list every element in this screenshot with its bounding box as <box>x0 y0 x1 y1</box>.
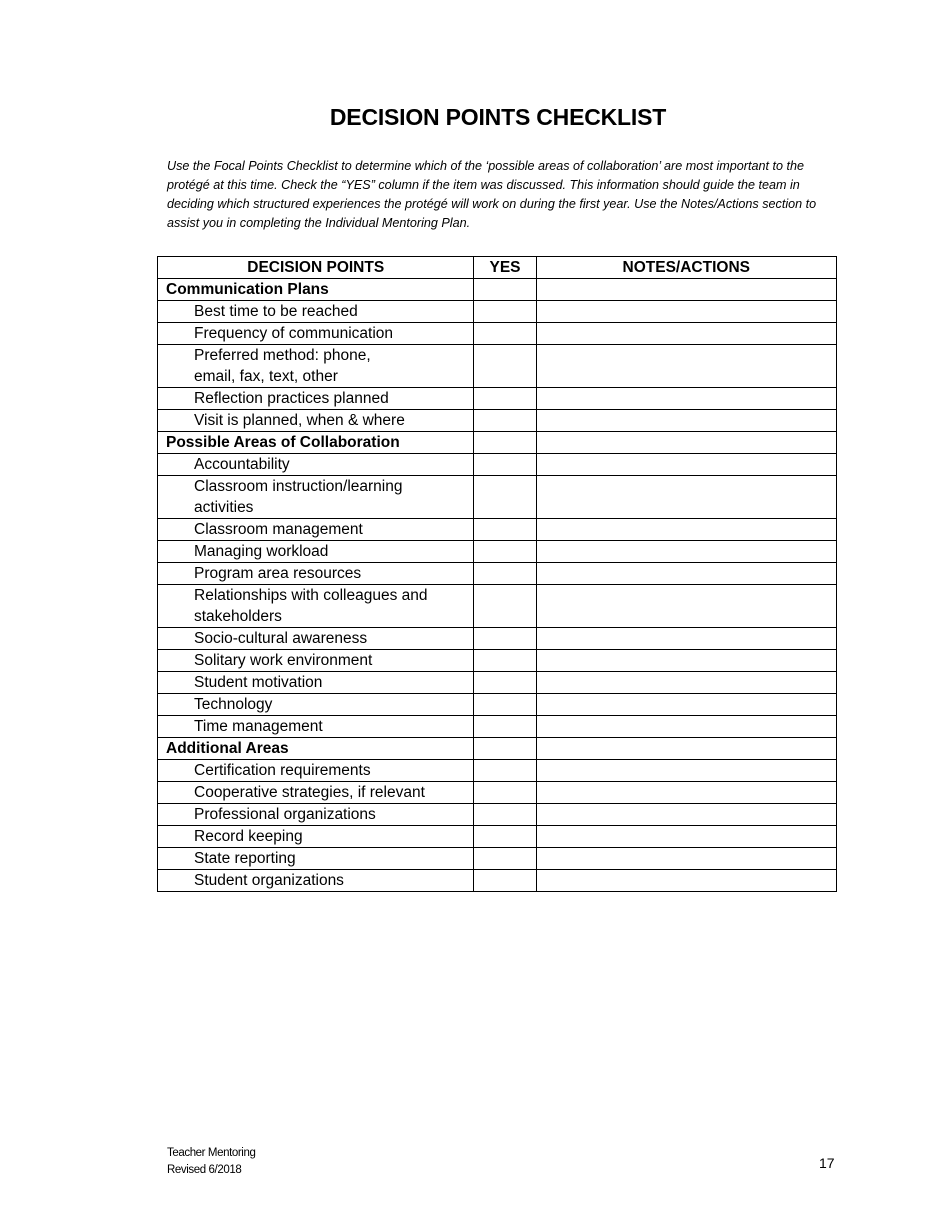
notes-cell[interactable] <box>536 519 836 541</box>
yes-cell[interactable] <box>474 519 536 541</box>
table-row <box>158 323 837 345</box>
header-decision-points: DECISION POINTS <box>158 257 474 279</box>
yes-cell[interactable] <box>474 738 536 760</box>
decision-point-label: Classroom instruction/learning activities <box>158 476 474 519</box>
decision-point-label: State reporting <box>158 848 474 870</box>
table-header-row <box>158 257 837 279</box>
decision-point-label: Student motivation <box>158 672 474 694</box>
section-label: Communication Plans <box>158 279 474 301</box>
notes-cell[interactable] <box>536 323 836 345</box>
notes-cell[interactable] <box>536 279 836 301</box>
yes-cell[interactable] <box>474 804 536 826</box>
yes-cell[interactable] <box>474 345 536 388</box>
decision-point-label: Preferred method: phone, email, fax, text, other <box>158 345 474 388</box>
notes-cell[interactable] <box>536 628 836 650</box>
decision-point-label: Professional organizations <box>158 804 474 826</box>
table-row <box>158 345 837 388</box>
yes-cell[interactable] <box>474 541 536 563</box>
notes-cell[interactable] <box>536 848 836 870</box>
notes-cell[interactable] <box>536 388 836 410</box>
decision-point-label: Program area resources <box>158 563 474 585</box>
decision-point-label: Managing workload <box>158 541 474 563</box>
section-label: Possible Areas of Collaboration <box>158 432 474 454</box>
table-row <box>158 826 837 848</box>
table-row <box>158 760 837 782</box>
table-row <box>158 804 837 826</box>
notes-cell[interactable] <box>536 782 836 804</box>
yes-cell[interactable] <box>474 870 536 892</box>
notes-cell[interactable] <box>536 826 836 848</box>
yes-cell[interactable] <box>474 760 536 782</box>
footer-revision: Revised 6/2018 <box>167 1164 242 1176</box>
yes-cell[interactable] <box>474 410 536 432</box>
notes-cell[interactable] <box>536 650 836 672</box>
yes-cell[interactable] <box>474 782 536 804</box>
yes-cell[interactable] <box>474 826 536 848</box>
decision-point-label: Frequency of communication <box>158 323 474 345</box>
notes-cell[interactable] <box>536 476 836 519</box>
yes-cell[interactable] <box>474 672 536 694</box>
decision-point-label: Solitary work environment <box>158 650 474 672</box>
yes-cell[interactable] <box>474 279 536 301</box>
table-row <box>158 519 837 541</box>
footer-title: Teacher Mentoring <box>167 1147 256 1159</box>
yes-cell[interactable] <box>474 585 536 628</box>
yes-cell[interactable] <box>474 694 536 716</box>
table-row <box>158 585 837 628</box>
decision-point-label: Cooperative strategies, if relevant <box>158 782 474 804</box>
table-row <box>158 716 837 738</box>
header-notes-actions: NOTES/ACTIONS <box>536 257 836 279</box>
decision-point-label: Record keeping <box>158 826 474 848</box>
notes-cell[interactable] <box>536 454 836 476</box>
header-yes: YES <box>474 257 536 279</box>
table-row <box>158 650 837 672</box>
decision-point-label: Socio-cultural awareness <box>158 628 474 650</box>
notes-cell[interactable] <box>536 563 836 585</box>
notes-cell[interactable] <box>536 672 836 694</box>
yes-cell[interactable] <box>474 388 536 410</box>
yes-cell[interactable] <box>474 454 536 476</box>
notes-cell[interactable] <box>536 585 836 628</box>
table-row <box>158 301 837 323</box>
intro-paragraph: Use the Focal Points Checklist to determine which of the ‘possible areas of collaboration’ are most important to the protégé at this time. Check the “YES” column if the item was discussed. This information should guide the team in deciding which structured experiences the protégé will work on during the first year. Use the Notes/Actions section to assist you in completing the Individual Mentoring Plan. <box>167 159 817 230</box>
notes-cell[interactable] <box>536 870 836 892</box>
table-row <box>158 541 837 563</box>
table-row <box>158 848 837 870</box>
table-row <box>158 563 837 585</box>
notes-cell[interactable] <box>536 432 836 454</box>
decision-point-label: Reflection practices planned <box>158 388 474 410</box>
notes-cell[interactable] <box>536 760 836 782</box>
notes-cell[interactable] <box>536 694 836 716</box>
table-row <box>158 628 837 650</box>
notes-cell[interactable] <box>536 410 836 432</box>
decision-point-label: Accountability <box>158 454 474 476</box>
table-row <box>158 672 837 694</box>
section-row <box>158 738 837 760</box>
table-row <box>158 454 837 476</box>
section-label: Additional Areas <box>158 738 474 760</box>
decision-points-table <box>157 256 837 892</box>
yes-cell[interactable] <box>474 301 536 323</box>
notes-cell[interactable] <box>536 738 836 760</box>
decision-point-label: Best time to be reached <box>158 301 474 323</box>
notes-cell[interactable] <box>536 345 836 388</box>
table-row <box>158 782 837 804</box>
table-row <box>158 476 837 519</box>
table-row <box>158 410 837 432</box>
decision-point-label: Classroom management <box>158 519 474 541</box>
table-row <box>158 388 837 410</box>
table-row <box>158 870 837 892</box>
notes-cell[interactable] <box>536 716 836 738</box>
decision-point-label: Time management <box>158 716 474 738</box>
notes-cell[interactable] <box>536 301 836 323</box>
yes-cell[interactable] <box>474 716 536 738</box>
yes-cell[interactable] <box>474 628 536 650</box>
table-row <box>158 694 837 716</box>
decision-point-label: Relationships with colleagues and stakeholders <box>158 585 474 628</box>
decision-point-label: Technology <box>158 694 474 716</box>
notes-cell[interactable] <box>536 804 836 826</box>
document-footer <box>167 1145 255 1179</box>
yes-cell[interactable] <box>474 476 536 519</box>
section-row <box>158 279 837 301</box>
yes-cell[interactable] <box>474 848 536 870</box>
yes-cell[interactable] <box>474 432 536 454</box>
yes-cell[interactable] <box>474 323 536 345</box>
page-number: 17 <box>819 1155 835 1171</box>
section-row <box>158 432 837 454</box>
notes-cell[interactable] <box>536 541 836 563</box>
page-title: DECISION POINTS CHECKLIST <box>329 104 667 130</box>
decision-point-label: Certification requirements <box>158 760 474 782</box>
yes-cell[interactable] <box>474 563 536 585</box>
yes-cell[interactable] <box>474 650 536 672</box>
decision-point-label: Visit is planned, when & where <box>158 410 474 432</box>
decision-point-label: Student organizations <box>158 870 474 892</box>
